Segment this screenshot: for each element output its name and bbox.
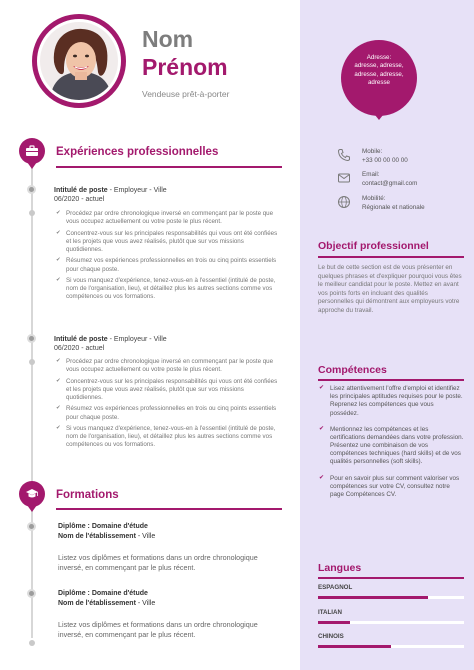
briefcase-pin (19, 138, 45, 164)
education-2-header (58, 589, 155, 609)
graduation-pin-tip (27, 505, 37, 512)
list-item: ✔ Concentrez-vous sur les principales responsabilités qui vous ont été confiées et les projets que vous avez réalisés, plutôt que sur vos missions quotidiennes. (56, 378, 278, 403)
timeline-dot (27, 522, 36, 531)
language-name-italian: ITALIAN (318, 609, 342, 616)
experience-title: Expériences professionnelles (56, 146, 219, 158)
timeline-dot (27, 589, 36, 598)
education-2-text: Listez vos diplômes et formations dans un ordre chronologique inversé, en commençant par le plus récent. (58, 620, 258, 640)
skills-title: Compétences (318, 364, 387, 376)
skills-list (318, 385, 464, 507)
language-name-spanish: ESPAGNOL (318, 584, 353, 591)
list-item: ✔ Mentionnez les compétences et les certifications demandées dans votre profession. Présentez une combinaison de vos compétences techniques (hard skills) et de vos qualités personnelles (soft skills). (318, 426, 464, 467)
job-1-employer: - Employeur - Ville (107, 187, 167, 194)
language-fill (318, 596, 428, 599)
languages-rule (318, 577, 464, 579)
languages-title: Langues (318, 562, 362, 574)
list-item: ✔ Concentrez-vous sur les principales responsabilités qui vous ont été confiées et les projets que vous avez réalisés, plutôt que sur vos missions quotidiennes. (56, 230, 278, 255)
graduation-cap-icon (25, 487, 39, 501)
job-title: Vendeuse prêt-à-porter (142, 89, 230, 99)
mobility-value: Régionale et nationale (362, 203, 425, 211)
education-1-header (58, 522, 155, 542)
address-line-1: adresse, adresse, (354, 62, 404, 70)
language-bar-chinese (318, 645, 464, 648)
address-pin (341, 40, 417, 116)
address-line-2: adresse, adresse, (354, 70, 404, 78)
mobile-value: +33 00 00 00 00 (362, 156, 408, 164)
education-1-school: Nom de l'établissement (58, 533, 136, 541)
education-rule (56, 508, 282, 510)
education-1-degree: Diplôme : Domaine d'étude (58, 523, 148, 530)
email-value[interactable]: contact@gmail.com (362, 179, 418, 187)
last-name: Nom (142, 26, 194, 52)
phone-icon (337, 148, 351, 162)
education-1-city: - Ville (135, 533, 156, 541)
experience-rule (56, 166, 282, 168)
education-title: Formations (56, 489, 119, 501)
email-icon (337, 171, 351, 185)
job-1-dates: 06/2020 - actuel (54, 196, 105, 204)
mobile-label: Mobile: (362, 148, 383, 155)
timeline-dot (27, 334, 36, 343)
first-name: Prénom (142, 54, 228, 80)
list-item: ✔ Résumez vos expériences professionnelles en trois ou cinq points essentiels pour chaque poste. (56, 257, 278, 274)
education-2-degree: Diplôme : Domaine d'étude (58, 590, 148, 597)
language-bar-italian (318, 621, 464, 624)
address-label: Adresse: (366, 54, 392, 61)
globe-icon (337, 195, 351, 209)
job-2-bullets (56, 358, 278, 453)
briefcase-icon (25, 144, 39, 158)
job-1-position: Intitulé de poste (54, 187, 108, 194)
address-line-3: adresse (367, 79, 390, 87)
objective-title: Objectif professionnel (318, 240, 429, 252)
objective-rule (318, 256, 464, 258)
job-2-header (54, 335, 167, 354)
objective-text: Le but de cette section est de vous présenter en quelques phrases et d'expliquer pourquoi vous êtes le meilleur candidat pour le poste. Mettez en avant vos points forts en incluant des qualités personnelles qui démontrent aux employeurs votre approche du travail. (318, 264, 462, 314)
list-item: ✔ Si vous manquez d'expérience, tenez-vous-en à l'essentiel (intitulé de poste, nom de l'organisation, lieu), et détaillez plus les autres sections comme vos compétences ou vos formations. (56, 425, 278, 450)
timeline-dot-small (29, 359, 35, 365)
timeline-dot-small (29, 210, 35, 216)
mobility-label: Mobilité: (362, 195, 386, 202)
job-1-bullets (56, 210, 278, 305)
list-item: ✔ Résumez vos expériences professionnelles en trois ou cinq points essentiels pour chaque poste. (56, 405, 278, 422)
briefcase-pin-tip (27, 162, 37, 169)
graduation-pin (19, 481, 45, 507)
timeline-dot-small (29, 640, 35, 646)
timeline-line (31, 160, 33, 638)
list-item: ✔ Si vous manquez d'expérience, tenez-vous-en à l'essentiel (intitulé de poste, nom de l'organisation, lieu), et détaillez plus les autres sections comme vos compétences ou vos formations. (56, 277, 278, 302)
job-1-header (54, 186, 167, 205)
job-2-dates: 06/2020 - actuel (54, 345, 105, 353)
address-pin-tip (371, 110, 387, 120)
job-2-position: Intitulé de poste (54, 336, 108, 343)
timeline-dot (27, 185, 36, 194)
language-bar-spanish (318, 596, 464, 599)
skills-rule (318, 379, 464, 381)
education-1-text: Listez vos diplômes et formations dans un ordre chronologique inversé, en commençant par le plus récent. (58, 553, 258, 573)
job-2-employer: - Employeur - Ville (107, 336, 167, 343)
education-2-school: Nom de l'établissement (58, 600, 136, 608)
list-item: ✔ Lisez attentivement l'offre d'emploi et identifiez les principales aptitudes requises pour le poste. Reprenez les compétences que vous possédez. (318, 385, 464, 418)
list-item: ✔ Procédez par ordre chronologique inversé en commençant par le poste que vous occupez actuellement ou votre poste le plus récent. (56, 210, 278, 227)
education-2-city: - Ville (135, 600, 156, 608)
photo-portrait (40, 22, 118, 100)
language-name-chinese: CHINOIS (318, 633, 344, 640)
list-item: ✔ Procédez par ordre chronologique inversé en commençant par le poste que vous occupez actuellement ou votre poste le plus récent. (56, 358, 278, 375)
profile-photo (32, 14, 126, 108)
language-fill (318, 621, 350, 624)
list-item: ✔ Pour en savoir plus sur comment valoriser vos compétences sur votre CV, consultez notre page Compétences CV. (318, 475, 464, 500)
email-label: Email: (362, 171, 380, 178)
language-fill (318, 645, 391, 648)
